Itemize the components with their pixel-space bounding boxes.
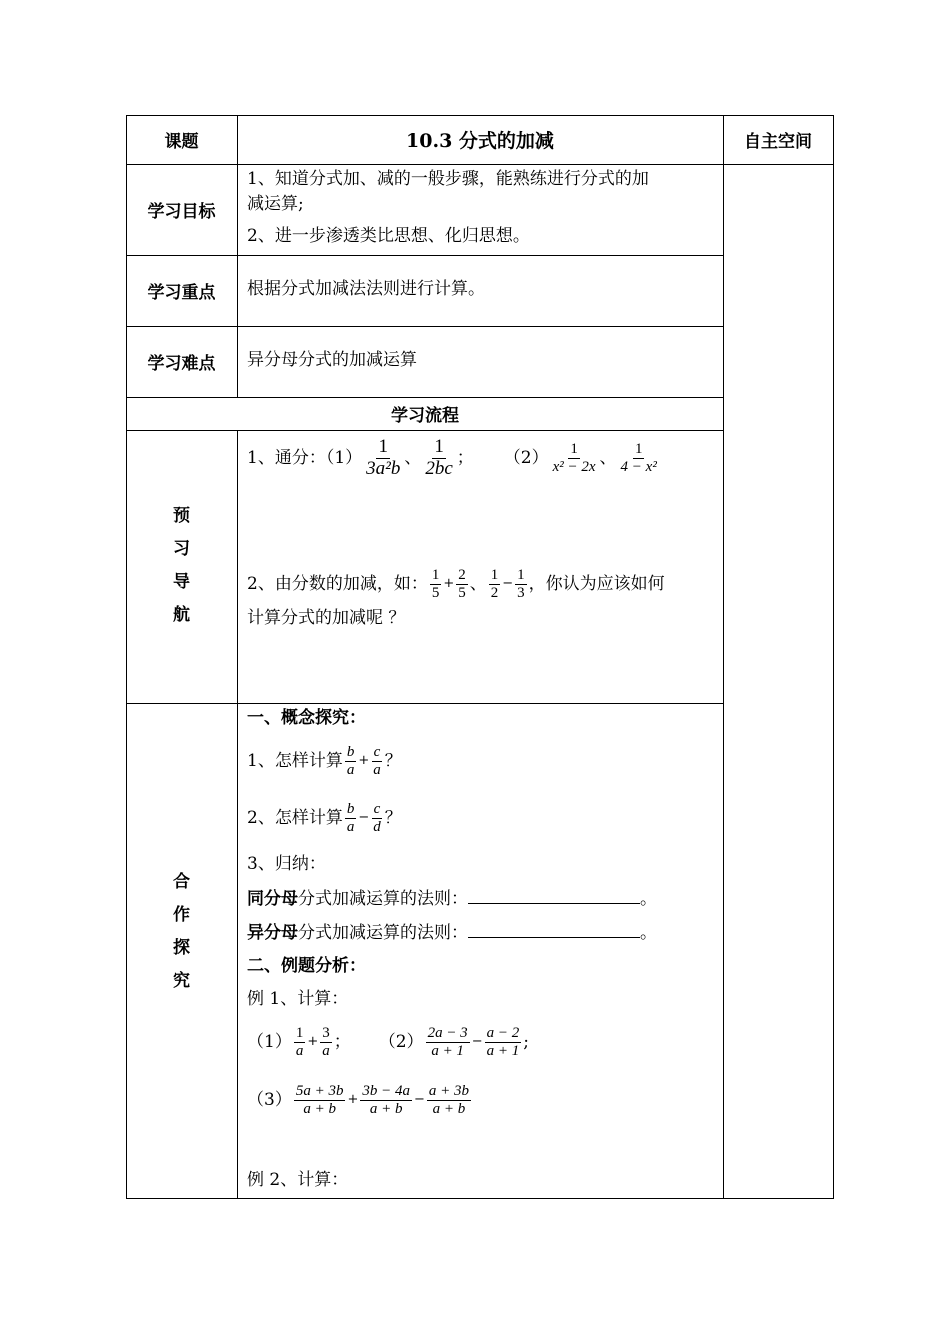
coop-char-3: 探 bbox=[173, 938, 190, 958]
preview-q2-prefix: 2、由分数的加减，如： bbox=[247, 574, 428, 594]
preview-q1: 1、通分：（1） $\frac{1}{\text{3a²b}}$ 、 $\frac{1}{2bc}$ ； （2） $\frac{1}{\text{x² − 2x}}$ 、 $\frac{1}{\text{4 − x²}}$ bbox=[247, 435, 657, 479]
topic-label: 课题 bbox=[164, 132, 199, 152]
side-label: 自主空间 bbox=[744, 132, 812, 152]
coop-q3: 3、归纳： bbox=[247, 854, 326, 874]
preview-char-3: 导 bbox=[173, 572, 190, 592]
preview-char-1: 预 bbox=[173, 506, 190, 526]
coop-ex2: 例 2、计算： bbox=[247, 1170, 349, 1190]
coop-section1: 一、概念探究： bbox=[247, 708, 366, 728]
key-point-label: 学习重点 bbox=[147, 283, 216, 303]
coop-char-1: 合 bbox=[173, 872, 190, 892]
preview-label bbox=[126, 500, 237, 632]
table-line-right bbox=[833, 115, 834, 1198]
rule-diff-blank[interactable] bbox=[468, 921, 640, 938]
fraction-1-over-x2-2x: $\frac{1}{\text{x² − 2x}}$ bbox=[552, 441, 596, 475]
flow-label: 学习流程 bbox=[391, 406, 459, 426]
page-title: 10.3 分式的加减 bbox=[406, 130, 554, 152]
coop-ex1-row1: （1） $\frac{1}{a}$ + $\frac{3}{a}$ ； （2） $\frac{2a - 3}{a + 1}$ − $\frac{a - 2}{a + 1}$ ; bbox=[247, 1025, 529, 1059]
preview-q2: 2、由分数的加减，如： $\frac{1}{5}$ + $\frac{2}{5}$ 、 $\frac{1}{2}$ − $\frac{1}{3}$ ，你认为应该如何 bbox=[247, 567, 665, 601]
fraction-3b-4a-over-a+b: $\frac{3b - 4a}{a + b}$ bbox=[362, 1083, 410, 1117]
preview-q1-prefix: 1、通分：（1） bbox=[247, 448, 363, 468]
fraction-2-5: $\frac{2}{5}$ bbox=[458, 567, 466, 601]
fraction-3-a: $\frac{3}{a}$ bbox=[322, 1025, 330, 1059]
key-point-text: 根据分式加减法法则进行计算。 bbox=[247, 279, 485, 299]
fraction-1-over-4-x2: $\frac{1}{\text{4 − x²}}$ bbox=[620, 441, 657, 475]
preview-char-4: 航 bbox=[173, 605, 190, 625]
fraction-1-a: $\frac{1}{a}$ bbox=[295, 1025, 304, 1059]
fraction-1-3: $\frac{1}{3}$ bbox=[517, 567, 525, 601]
fraction-a-2-over-a+1: $\frac{a - 2}{a + 1}$ bbox=[486, 1025, 520, 1059]
coop-ex1: 例 1、计算： bbox=[247, 989, 349, 1009]
coop-char-4: 究 bbox=[173, 971, 190, 991]
table-line-row6 bbox=[126, 703, 724, 704]
preview-char-2: 习 bbox=[173, 539, 190, 559]
fraction-1-over-2bc: $\frac{1}{2bc}$ bbox=[425, 435, 453, 479]
coop-rule-diff: 异分母分式加减运算的法则： 。 bbox=[247, 923, 657, 943]
table-line-col1b bbox=[237, 430, 238, 1198]
fraction-c-a: $\frac{c}{a}$ bbox=[373, 744, 381, 778]
fraction-1-over-3a2b: $\frac{1}{\text{3a²b}}$ bbox=[366, 435, 401, 479]
table-line-col2 bbox=[723, 115, 724, 1198]
fraction-b-a-2: $\frac{b}{a}$ bbox=[346, 801, 355, 835]
difficulty-text: 异分母分式的加减运算 bbox=[247, 350, 417, 370]
fraction-5a+3b-over-a+b: $\frac{5a + 3b}{a + b}$ bbox=[295, 1083, 344, 1117]
preview-q1-part2: （2） bbox=[503, 448, 549, 468]
table-line-row5 bbox=[126, 430, 724, 431]
preview-q2-line2: 计算分式的加减呢 ？ bbox=[247, 608, 406, 628]
coop-q2: 2、怎样计算 $\frac{b}{a}$ − $\frac{c}{d}$ ？ bbox=[247, 801, 402, 835]
fraction-1-5: $\frac{1}{5}$ bbox=[431, 567, 440, 601]
fraction-a+3b-over-a+b: $\frac{a + 3b}{a + b}$ bbox=[428, 1083, 470, 1117]
goals-line1: 1、知道分式加、减的一般步骤，能熟练进行分式的加 bbox=[247, 169, 649, 189]
difficulty-label: 学习难点 bbox=[147, 354, 216, 374]
coop-section2: 二、例题分析： bbox=[247, 956, 366, 976]
fraction-1-2: $\frac{1}{2}$ bbox=[490, 567, 499, 601]
goals-label: 学习目标 bbox=[147, 202, 216, 222]
fraction-2a-3-over-a+1: $\frac{2a - 3}{a + 1}$ bbox=[427, 1025, 468, 1059]
goals-line3: 2、进一步渗透类比思想、化归思想。 bbox=[247, 226, 530, 246]
preview-q2-suffix: ，你认为应该如何 bbox=[528, 574, 665, 594]
coop-label bbox=[126, 866, 237, 998]
fraction-b-a: $\frac{b}{a}$ bbox=[346, 744, 355, 778]
coop-q1: 1、怎样计算 $\frac{b}{a}$ + $\frac{c}{a}$ ？ bbox=[247, 744, 402, 778]
coop-char-2: 作 bbox=[173, 905, 190, 925]
goals-line2: 减运算; bbox=[247, 194, 304, 214]
coop-rule-same: 同分母分式加减运算的法则： 。 bbox=[247, 889, 657, 909]
coop-ex1-row2: （3） $\frac{5a + 3b}{a + b}$ + $\frac{3b - 4a}{a + b}$ − $\frac{a + 3b}{a + b}$ bbox=[247, 1083, 470, 1117]
fraction-c-d: $\frac{c}{d}$ bbox=[373, 801, 381, 835]
rule-same-blank[interactable] bbox=[468, 887, 640, 904]
table-line-bottom bbox=[126, 1198, 834, 1199]
